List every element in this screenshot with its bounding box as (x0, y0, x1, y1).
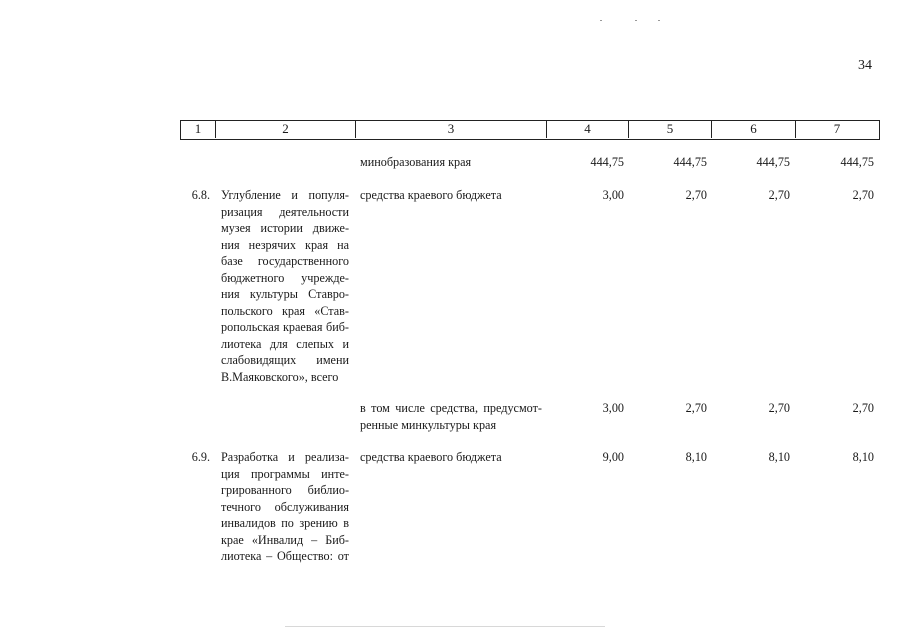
row-description: Разработка и реализа- ция программы инте- грированного библио- течного обслуживания инвалидов по зрению в крае «Инвалид – Биб- лиотека – Общество: от (221, 450, 349, 563)
row-value-col7: 2,70 (852, 188, 874, 202)
scan-speck (658, 20, 660, 21)
page-number: 34 (858, 58, 872, 73)
row-value-col5: 444,75 (673, 155, 707, 169)
row-value-col6: 444,75 (756, 155, 790, 169)
row-source-text: средства краевого бюджета (360, 450, 502, 464)
scan-speck (635, 20, 637, 21)
row-value-col4: 3,00 (602, 401, 624, 415)
row-value-col4: 444,75 (590, 155, 624, 169)
row-value-col6: 2,70 (768, 188, 790, 202)
scan-speck (600, 20, 602, 21)
header-col-4: 4 (584, 121, 591, 136)
row-value-col6: 2,70 (768, 401, 790, 415)
header-col-6: 6 (750, 121, 757, 136)
row-value-col4: 3,00 (602, 188, 624, 202)
row-index: 6.9. (191, 450, 210, 464)
row-description: Углубление и популя- ризация деятельности музея истории движе- ния незрячих края на базе государственного бюджетного учрежде- ния культуры Ставро- польского края «Став- ропольская краевая биб- лиотека для слепых и слабовидящих имени В.Маяковского», всего (221, 188, 349, 384)
row-source-text: минобразования края (360, 155, 472, 169)
row-value-col5: 2,70 (685, 188, 707, 202)
row-value-col7: 2,70 (852, 401, 874, 415)
header-col-5: 5 (666, 121, 674, 136)
header-col-1: 1 (194, 121, 202, 136)
row-source-text: в том числе средства, предусмот- ренные минкультуры края (360, 401, 542, 432)
row-value-col5: 8,10 (685, 450, 707, 464)
header-col-3: 3 (447, 121, 455, 136)
row-source-text: средства краевого бюджета (360, 188, 502, 202)
header-col-2: 2 (282, 121, 289, 136)
scan-speck (285, 626, 605, 627)
row-index: 6.8. (191, 188, 210, 202)
row-value-col4: 9,00 (602, 450, 624, 464)
row-value-col5: 2,70 (685, 401, 707, 415)
row-value-col7: 8,10 (852, 450, 874, 464)
row-value-col7: 444,75 (840, 155, 874, 169)
row-value-col6: 8,10 (768, 450, 790, 464)
header-col-7: 7 (833, 121, 841, 136)
